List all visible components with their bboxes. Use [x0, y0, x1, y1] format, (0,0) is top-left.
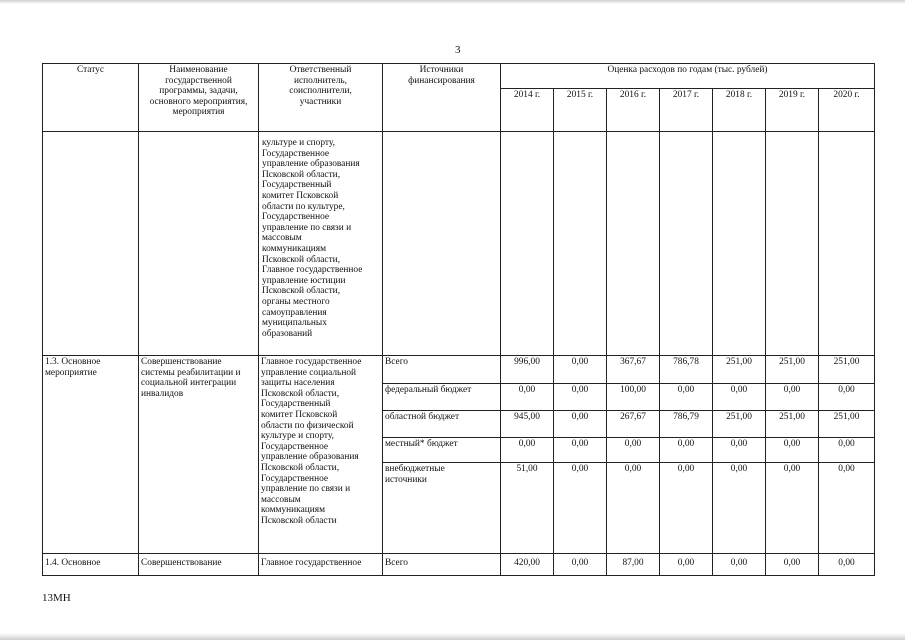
value-cell: 0,00	[819, 384, 875, 411]
header-sources: Источники финансирования	[383, 64, 501, 132]
header-responsible: Ответственный исполнитель, соисполнители, участники	[259, 64, 383, 132]
value-cell: 996,00	[501, 356, 554, 384]
empty-cell	[766, 132, 819, 356]
value-cell: 0,00	[554, 438, 607, 463]
value-cell: 251,00	[766, 356, 819, 384]
value-cell: 251,00	[819, 356, 875, 384]
funding-source: федеральный бюджет	[383, 384, 501, 411]
value-cell: 0,00	[554, 384, 607, 411]
value-cell: 786,78	[660, 356, 713, 384]
value-cell: 267,67	[607, 411, 660, 438]
value-cell: 0,00	[501, 384, 554, 411]
continuation-responsible-cell: культуре и спорту, Государственное управление образования Псковской области, Государственный комитет Псковской области по культуре, Государственное управление по связи и массовым коммуникациям Псковской области, Главное государственное управление юстиции Псковской области, органы местного самоуправления муниципальных образований	[259, 132, 383, 356]
scan-top-edge	[0, 0, 905, 4]
footer-document-code: 13МН	[42, 592, 71, 604]
item-1-4-total-row	[43, 554, 875, 576]
value-cell: 0,00	[501, 438, 554, 463]
header-status: Статус	[43, 64, 139, 132]
value-cell: 0,00	[554, 463, 607, 554]
value-cell: 251,00	[766, 411, 819, 438]
header-year: 2018 г.	[713, 89, 766, 132]
header-year: 2019 г.	[766, 89, 819, 132]
item-1-3-name: Совершенствование системы реабилитации и социальной интеграции инвалидов	[139, 356, 259, 554]
header-year: 2017 г.	[660, 89, 713, 132]
funding-source: внебюджетные источники	[383, 463, 501, 554]
funding-source: местный* бюджет	[383, 438, 501, 463]
empty-cell	[501, 132, 554, 356]
value-cell: 87,00	[607, 554, 660, 576]
value-cell: 0,00	[766, 554, 819, 576]
value-cell: 0,00	[660, 384, 713, 411]
continuation-name-cell	[139, 132, 259, 356]
continuation-row	[43, 132, 875, 356]
header-estimate: Оценка расходов по годам (тыс. рублей)	[501, 64, 875, 89]
budget-table	[42, 63, 875, 576]
value-cell: 945,00	[501, 411, 554, 438]
header-year: 2020 г.	[819, 89, 875, 132]
value-cell: 0,00	[607, 438, 660, 463]
header-year: 2016 г.	[607, 89, 660, 132]
empty-cell	[819, 132, 875, 356]
scan-bottom-edge	[0, 633, 905, 640]
value-cell: 0,00	[660, 438, 713, 463]
header-row	[43, 64, 875, 89]
value-cell: 367,67	[607, 356, 660, 384]
value-cell: 0,00	[713, 463, 766, 554]
page-number: 3	[455, 44, 461, 56]
value-cell: 0,00	[713, 554, 766, 576]
funding-source: Всего	[383, 554, 501, 576]
empty-cell	[554, 132, 607, 356]
item-1-3-responsible: Главное государственное управление социальной защиты населения Псковской области, Государственный комитет Псковской области по физической культуре и спорту, Государственное управление образования Псковской области, Государственное управление по связи и массовым коммуникациям Псковской области	[259, 356, 383, 554]
value-cell: 786,79	[660, 411, 713, 438]
value-cell: 0,00	[819, 554, 875, 576]
empty-cell	[607, 132, 660, 356]
value-cell: 420,00	[501, 554, 554, 576]
header-name: Наименование государственной программы, задачи, основного мероприятия, мероприятия	[139, 64, 259, 132]
value-cell: 0,00	[713, 384, 766, 411]
value-cell: 0,00	[554, 356, 607, 384]
funding-source: областной бюджет	[383, 411, 501, 438]
value-cell: 0,00	[819, 463, 875, 554]
funding-source: Всего	[383, 356, 501, 384]
value-cell: 0,00	[713, 438, 766, 463]
empty-cell	[713, 132, 766, 356]
value-cell: 100,00	[607, 384, 660, 411]
empty-cell	[660, 132, 713, 356]
value-cell: 0,00	[554, 411, 607, 438]
item-1-4-name: Совершенствование	[139, 554, 259, 576]
continuation-source-cell	[383, 132, 501, 356]
header-year: 2014 г.	[501, 89, 554, 132]
value-cell: 251,00	[713, 356, 766, 384]
value-cell: 51,00	[501, 463, 554, 554]
header-year: 2015 г.	[554, 89, 607, 132]
value-cell: 0,00	[819, 438, 875, 463]
item-1-3-total-row	[43, 356, 875, 384]
value-cell: 0,00	[660, 554, 713, 576]
value-cell: 251,00	[713, 411, 766, 438]
item-1-3-status: 1.3. Основное мероприятие	[43, 356, 139, 554]
continuation-status-cell	[43, 132, 139, 356]
value-cell: 251,00	[819, 411, 875, 438]
value-cell: 0,00	[766, 438, 819, 463]
value-cell: 0,00	[607, 463, 660, 554]
value-cell: 0,00	[554, 554, 607, 576]
value-cell: 0,00	[660, 463, 713, 554]
value-cell: 0,00	[766, 463, 819, 554]
item-1-4-status: 1.4. Основное	[43, 554, 139, 576]
item-1-4-responsible: Главное государственное	[259, 554, 383, 576]
value-cell: 0,00	[766, 384, 819, 411]
